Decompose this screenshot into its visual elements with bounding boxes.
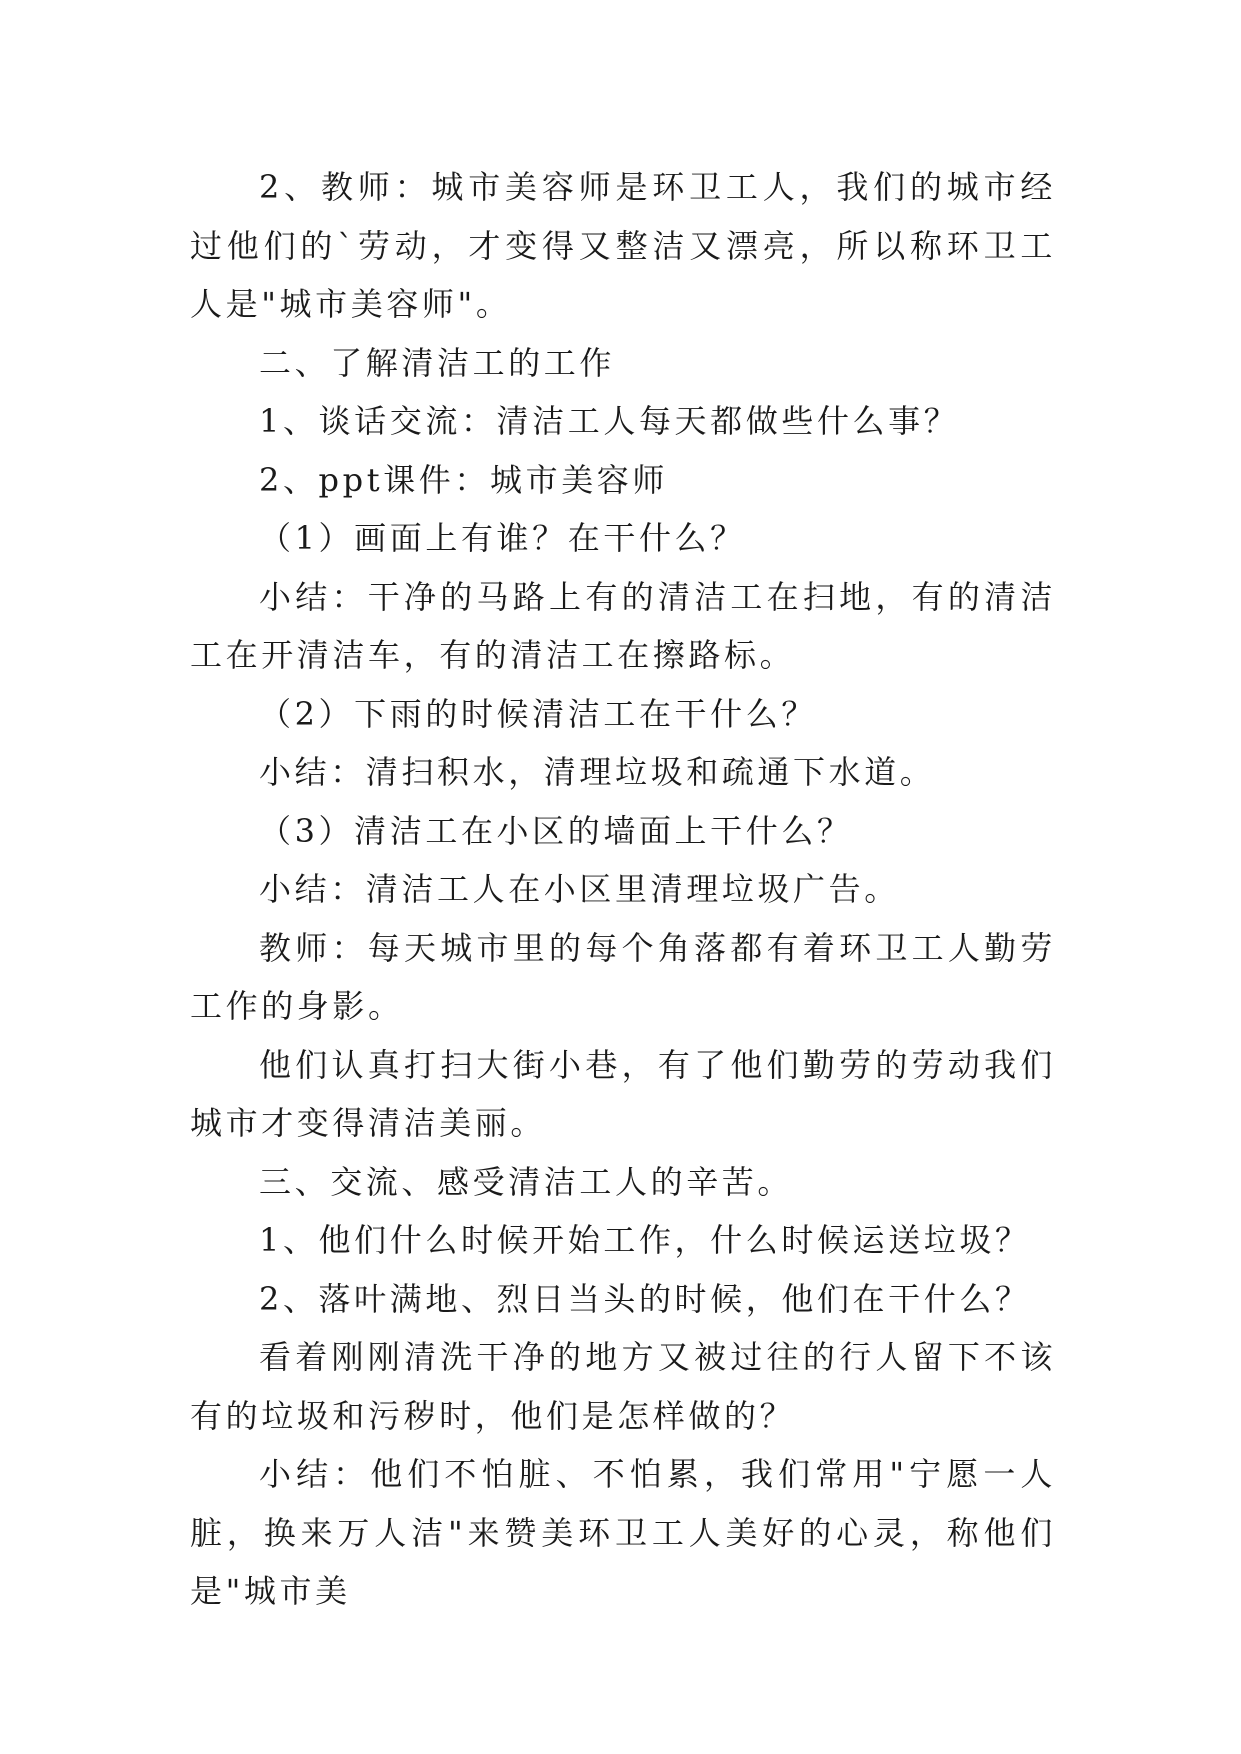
- question-1: （1）画面上有谁？在干什么？: [259, 519, 746, 557]
- summary-2: 小结：清扫积水，清理垃圾和疏通下水道。: [259, 753, 936, 791]
- summary-final: 小结：他们不怕脏、不怕累，我们常用"宁愿一人脏，换来万人洁"来赞美环卫工人美好的心灵，称他们是"城市美: [190, 1455, 1056, 1610]
- question-when: 1、他们什么时候开始工作，什么时候运送垃圾？: [259, 1221, 1031, 1259]
- section-heading-2: 二、了解清洁工的工作: [259, 343, 616, 382]
- paragraph-talk: 1、谈话交流：清洁工人每天都做些什么事？: [259, 402, 960, 440]
- question-3: （3）清洁工在小区的墙面上干什么？: [259, 811, 853, 850]
- summary-1: 小结：干净的马路上有的清洁工在扫地，有的清洁工在开清洁车，有的清洁工在擦路标。: [190, 577, 1056, 674]
- document-body: [190, 158, 1056, 1621]
- question-2: （2）下雨的时候清洁工在干什么？: [259, 694, 817, 733]
- paragraph-sweeping: 他们认真打扫大街小巷，有了他们勤劳的劳动我们城市才变得清洁美丽。: [190, 1045, 1056, 1142]
- question-litter: 看着刚刚清洗干净的地方又被过往的行人留下不该有的垃圾和污秽时，他们是怎样做的？: [190, 1338, 1056, 1435]
- paragraph-teacher-intro: 2、教师：城市美容师是环卫工人，我们的城市经过他们的`劳动，才变得又整洁又漂亮，所以称环卫工人是"城市美容师"。: [190, 168, 1056, 323]
- section-heading-3: 三、交流、感受清洁工人的辛苦。: [259, 1162, 794, 1201]
- paragraph-ppt: 2、ppt课件：城市美容师: [259, 460, 668, 499]
- summary-3: 小结：清洁工人在小区里清理垃圾广告。: [259, 870, 900, 908]
- paragraph-teacher-city: 教师：每天城市里的每个角落都有着环卫工人勤劳工作的身影。: [190, 928, 1056, 1025]
- question-leaves: 2、落叶满地、烈日当头的时候，他们在干什么？: [259, 1279, 1031, 1318]
